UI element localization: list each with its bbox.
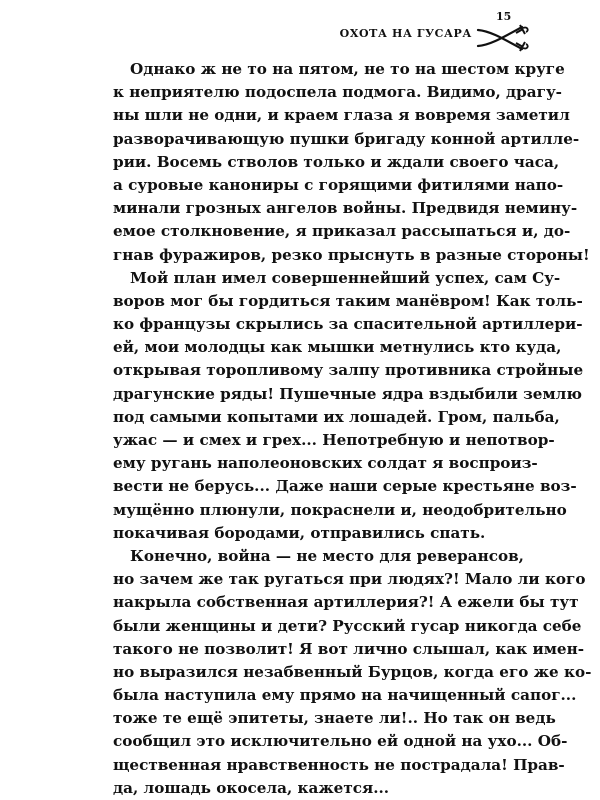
text-line: ей, мои молодцы как мышки метнулись кто куда, (113, 338, 562, 357)
text-line: ко французы скрылись за спасительной артиллери- (113, 315, 583, 334)
text-line: да, лошадь окосела, кажется... (113, 778, 390, 797)
text-line: Мой план имел совершеннейший успех, сам Су- (130, 268, 561, 287)
text-line: емое столкновение, я приказал рассыпаться и, до- (113, 222, 571, 241)
text-line: такого не позволит! Я вот лично слышал, как имен- (113, 639, 585, 658)
text-line: вести не берусь... Даже наши серые крестьяне воз- (113, 477, 577, 496)
text-line: разворачивающую пушки бригаду конной артилле- (113, 129, 580, 148)
text-line: открывая торопливому залпу противника стройные (113, 361, 584, 380)
text-line: ему ругань наполеоновских солдат я воспроиз- (113, 454, 538, 473)
text-line: гнав фуражиров, резко прыснуть в разные стороны! (113, 245, 590, 264)
text-line: драгунские ряды! Пушечные ядра вздыбили землю (113, 384, 582, 403)
text-line: к неприятелю подоспела подмога. Видимо, драгу- (113, 83, 562, 102)
ornament (476, 10, 530, 52)
text-line: воров мог бы гордиться таким манёвром! Как толь- (113, 291, 583, 310)
text-line: под самыми копытами их лошадей. Гром, пальба, (113, 407, 560, 426)
text-line: Однако ж не то на пятом, не то на шестом круге (130, 60, 565, 78)
text-line: была наступила ему прямо на начищенный сапог... (113, 686, 577, 705)
page-number: 15 (496, 10, 512, 23)
text-line: но зачем же так ругаться при людях?! Мало ли кого (113, 570, 586, 589)
text-line: сообщил это исключительно ей одной на ухо... Об- (113, 732, 568, 751)
body-text (113, 58, 592, 800)
text-line: накрыла собственная артиллерия?! А ежели бы тут (113, 593, 579, 612)
text-line: Конечно, война — не место для реверансов, (130, 546, 524, 565)
text-line: покачивая бородами, отправились спать. (113, 523, 486, 542)
text-line: а суровые канониры с горящими фитилями напо- (113, 175, 564, 194)
running-head (340, 10, 530, 52)
text-line: тоже те ещё эпитеты, знаете ли!.. Но так он ведь (113, 709, 556, 728)
text-line: ужас — и смех и грех... Непотребную и непотвор- (113, 431, 555, 449)
running-title: ОХОТА НА ГУСАРА (339, 27, 472, 40)
text-line: были женщины и дети? Русский гусар никогда себе (113, 616, 582, 635)
text-line: но выразился незабвенный Бурцов, когда его же ко- (113, 662, 592, 681)
text-line: мущённо плюнули, покраснели и, неодобрительно (113, 500, 567, 519)
text-line: рии. Восемь стволов только и ждали своего часа, (113, 152, 560, 171)
text-line: щественная нравственность не пострадала! Прав- (113, 755, 565, 774)
text-line: ны шли не одни, и краем глаза я вовремя заметил (113, 106, 570, 125)
crossed-sabers-icon (476, 18, 530, 52)
text-line: минали грозных ангелов войны. Предвидя немину- (113, 199, 578, 218)
